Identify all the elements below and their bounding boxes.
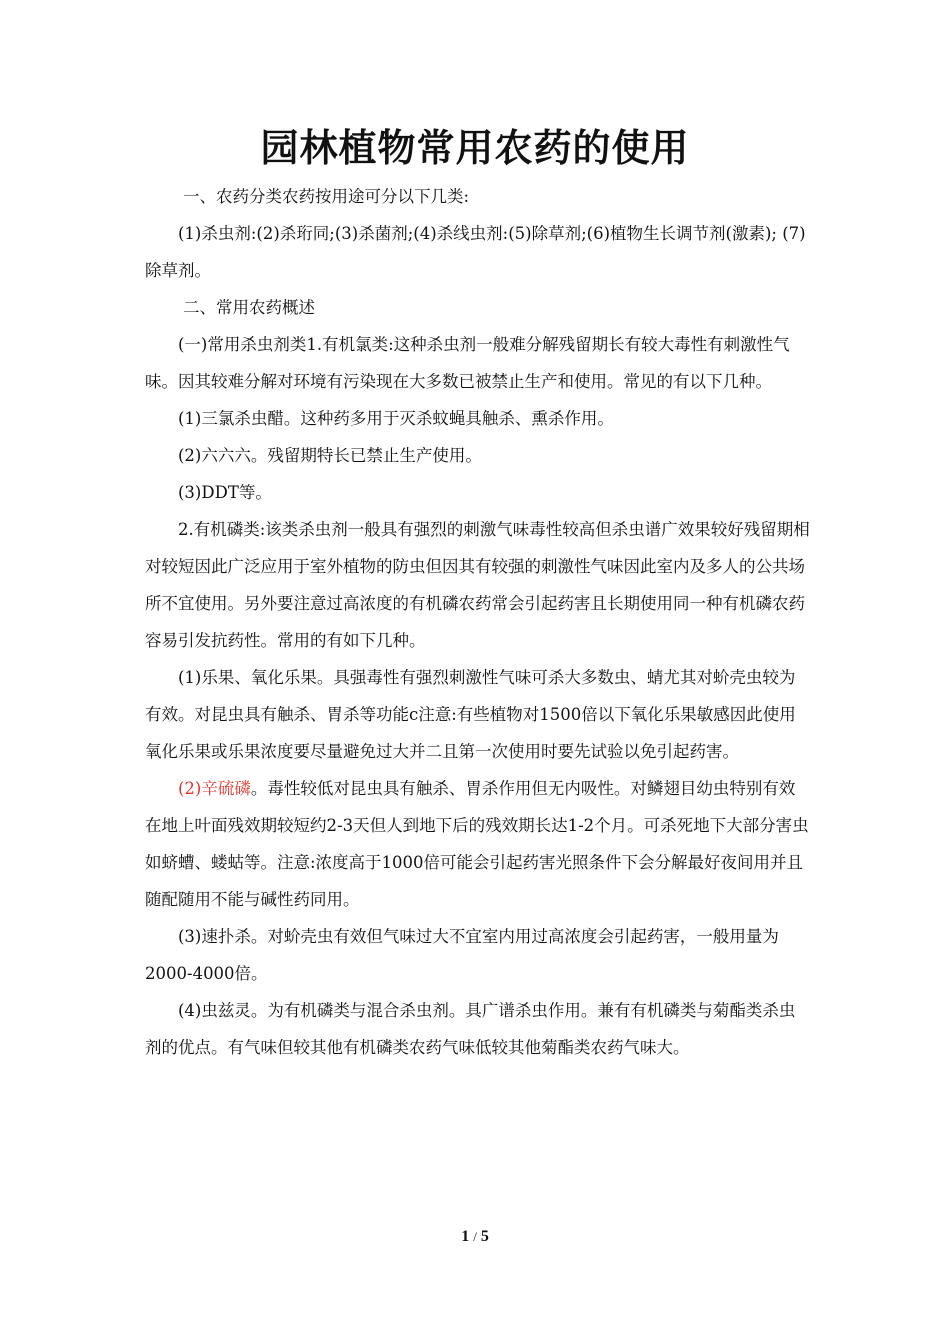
paragraph: (1)杀虫剂:(2)杀珩同;(3)杀菌剂;(4)杀线虫剂:(5)除草剂;(6)植物生长调节剂(激素); (7)除草剂。	[145, 224, 806, 280]
page-number	[0, 1228, 950, 1246]
page-separator: /	[473, 1229, 477, 1244]
paragraph	[145, 770, 810, 918]
paragraph: (1)三氯杀虫醋。这种药多用于灭杀蚊蝇具触杀、熏杀作用。	[178, 409, 614, 428]
total-pages: 5	[480, 1228, 489, 1245]
paragraph: (4)虫兹灵。为有机磷类与混合杀虫剂。具广谱杀虫作用。兼有有机磷类与菊酯类杀虫剂的优点。有气味但较其他有机磷类农药气味低较其他菊酯类农药气味大。	[145, 1001, 796, 1057]
page-title: 园林植物常用农药的使用	[260, 125, 690, 170]
paragraph: 二、常用农药概述	[182, 298, 315, 317]
paragraph: (1)乐果、氧化乐果。具强毒性有强烈刺激性气味可杀大多数虫、蜻尤其对蚧壳虫较为有效。对昆虫具有触杀、胃杀等功能c注意:有些植物对1500倍以下氧化乐果敏感因此使用氧化乐果或乐果浓度要尽量避免过大并二且第一次使用时要先试验以免引起药害。	[145, 668, 796, 761]
paragraph: (3)速扑杀。对蚧壳虫有效但气味过大不宜室内用过高浓度会引起药害，一般用量为2000-4000倍。	[145, 927, 779, 983]
paragraph: 一、农药分类农药按用途可分以下几类:	[182, 187, 469, 206]
highlighted-term: (2)辛硫磷	[178, 779, 251, 798]
current-page: 1	[461, 1228, 470, 1245]
paragraph: (一)常用杀虫剂类1.有机氯类:这种杀虫剂一般难分解残留期长有较大毒性有刺激性气味。因其较难分解对环境有污染现在大多数已被禁止生产和使用。常见的有以下几种。	[145, 335, 790, 391]
paragraph: (3)DDT等。	[178, 483, 272, 502]
document-body	[145, 178, 810, 1066]
paragraph: 2.有机磷类:该类杀虫剂一般具有强烈的刺激气味毒性较高但杀虫谱广效果较好残留期相对较短因此广泛应用于室外植物的防虫但因其有较强的刺激性气味因此室内及多人的公共场所不宜使用。另外要注意过高浓度的有机磷农药常会引起药害且长期使用同一种有机磷农药容易引发抗药性。常用的有如下几种。	[145, 520, 810, 650]
paragraph: (2)六六六。残留期特长已禁止生产使用。	[178, 446, 482, 465]
paragraph-text: 。毒性较低对昆虫具有触杀、胃杀作用但无内吸性。对鳞翅目幼虫特别有效在地上叶面残效期较短约2-3天但人到地下后的残效期长达1-2个月。可杀死地下大部分害虫如蛴螬、蝼蛄等。注意:浓度高于1000倍可能会引起药害光照条件下会分解最好夜间用并且随配随用不能与碱性药同用。	[145, 779, 809, 909]
